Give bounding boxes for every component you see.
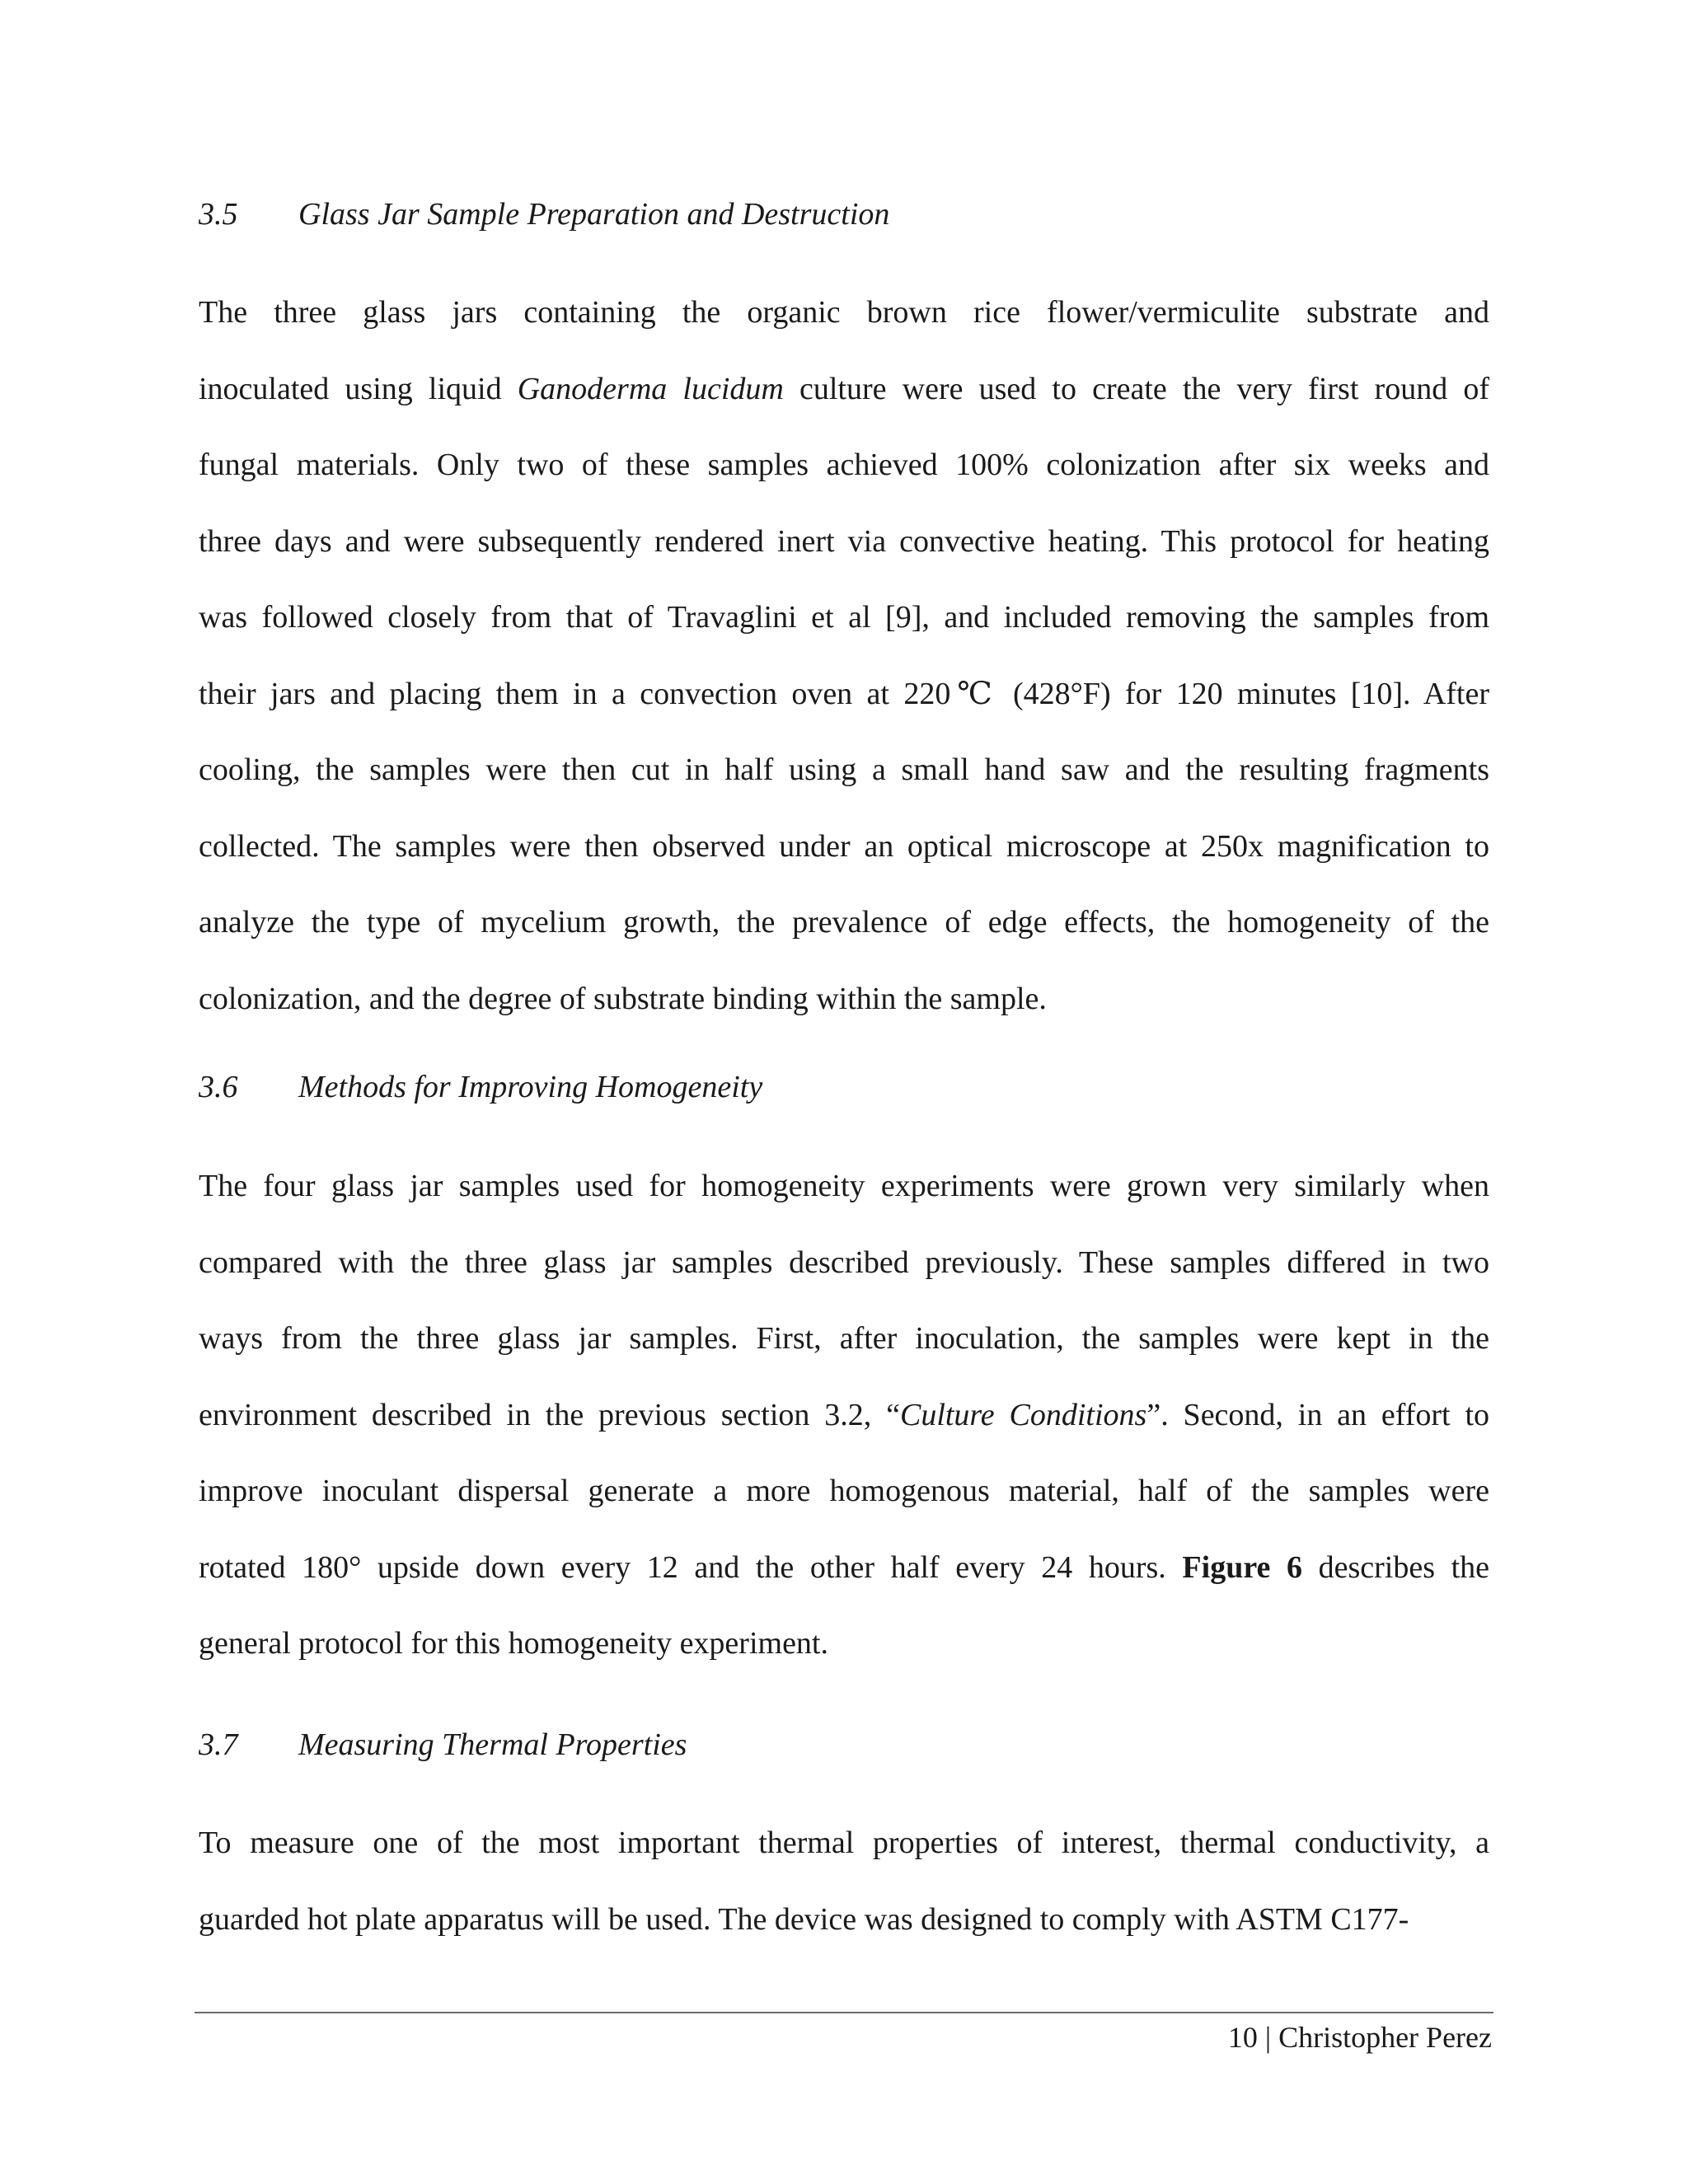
footer-rule	[195, 2012, 1493, 2013]
text-line: improve inoculant dispersal generate a more homogenous material, half of the samples were	[199, 1474, 1489, 1508]
text-line: fungal materials. Only two of these samples achieved 100% colonization after six weeks and	[199, 448, 1489, 482]
figure-reference: Figure 6	[1182, 1549, 1302, 1585]
text-line: environment described in the previous section 3.2, “Culture Conditions”. Second, in an effort to	[199, 1397, 1490, 1432]
section-title: Measuring Thermal Properties	[298, 1727, 687, 1762]
paragraph	[199, 1148, 1489, 1682]
text-line: three days and were subsequently rendered inert via convective heating. This protocol for heating	[199, 523, 1489, 559]
text-line: guarded hot plate apparatus will be used. The device was designed to comply with ASTM C177-	[199, 1901, 1409, 1937]
page-number: 10	[1227, 2021, 1258, 2054]
section-heading	[199, 1069, 762, 1105]
section-heading	[199, 196, 889, 232]
text-line: analyze the type of mycelium growth, the prevalence of edge effects, the homogeneity of the	[199, 905, 1489, 940]
italic-text: Culture Conditions	[899, 1397, 1147, 1432]
text-line: cooling, the samples were then cut in half using a small hand saw and the resulting fragments	[199, 752, 1489, 787]
text-line: inoculated using liquid Ganoderma lucidum culture were used to create the very first round of	[199, 371, 1489, 406]
text-line: The four glass jar samples used for homogeneity experiments were grown very similarly when	[199, 1169, 1489, 1203]
section-number: 3.5	[199, 197, 238, 232]
paragraph	[199, 274, 1489, 1037]
section-title: Glass Jar Sample Preparation and Destruction	[298, 197, 890, 232]
text-line: general protocol for this homogeneity experiment.	[199, 1626, 828, 1661]
text-line: colonization, and the degree of substrate binding within the sample.	[199, 981, 1047, 1016]
text-line: was followed closely from that of Travaglini et al [9], and included removing the samples from	[199, 600, 1489, 635]
section-title: Methods for Improving Homogeneity	[298, 1070, 763, 1104]
text-line: The three glass jars containing the organic brown rice flower/vermiculite substrate and	[199, 295, 1489, 330]
section-number: 3.7	[199, 1727, 238, 1762]
text-line: To measure one of the most important thermal properties of interest, thermal conductivity, a	[199, 1825, 1489, 1860]
footer-separator: |	[1264, 2021, 1272, 2054]
text-line: collected. The samples were then observed under an optical microscope at 250x magnification to	[199, 828, 1489, 864]
text-line: compared with the three glass jar samples described previously. These samples differed in two	[199, 1244, 1489, 1280]
text-line: their jars and placing them in a convection oven at 220℃ (428°F) for 120 minutes [10]. After	[199, 676, 1489, 711]
page-footer	[1228, 2019, 1492, 2055]
italic-text: Ganoderma lucidum	[517, 371, 784, 406]
section-number: 3.6	[199, 1070, 238, 1104]
text-line: ways from the three glass jar samples. First, after inoculation, the samples were kept in the	[199, 1321, 1489, 1356]
text-line: rotated 180° upside down every 12 and the other half every 24 hours. Figure 6 describes the	[199, 1549, 1490, 1585]
footer-author: Christopher Perez	[1278, 2021, 1492, 2054]
paragraph	[199, 1805, 1489, 1957]
section-heading	[199, 1727, 687, 1763]
